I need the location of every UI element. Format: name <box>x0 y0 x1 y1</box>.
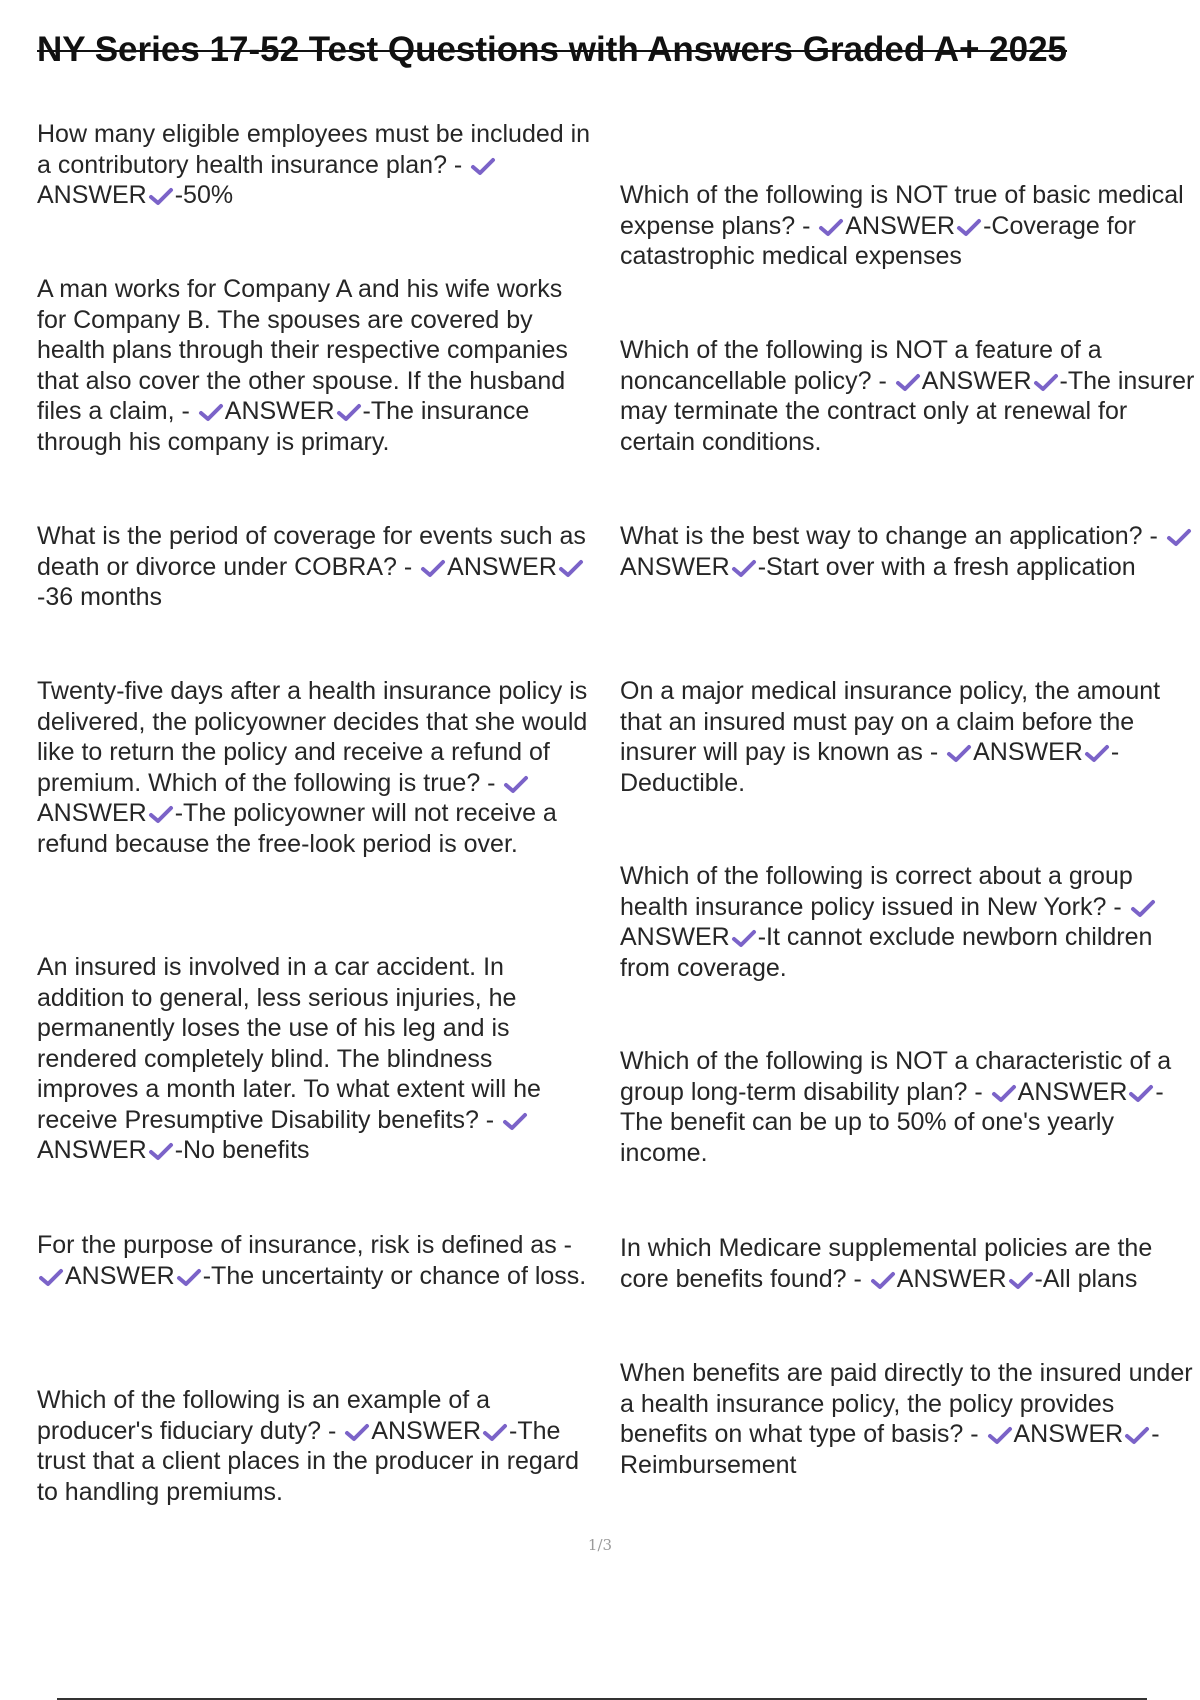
check-icon <box>1033 372 1059 392</box>
answer-label: ANSWER <box>973 738 1083 766</box>
answer-text: -The uncertainty or chance of loss. <box>202 1261 587 1290</box>
check-icon <box>870 1270 896 1290</box>
qa-item <box>37 119 597 211</box>
check-icon <box>482 1422 508 1442</box>
check-icon <box>558 558 584 578</box>
qa-item <box>37 521 597 613</box>
check-icon <box>895 372 921 392</box>
question-text: Which of the following is an example of a producer's fiduciary duty? - <box>37 1386 491 1445</box>
answer-text: -50% <box>174 181 234 209</box>
answer-text: -The insurer may terminate the contract only at renewal for certain conditions. <box>620 366 1195 456</box>
answer-label: ANSWER <box>37 799 147 827</box>
answer-text: -Reimbursement <box>620 1420 1160 1479</box>
question-text: What is the best way to change an application? - <box>620 522 1158 550</box>
answer-text: -Coverage for catastrophic medical expenses <box>620 211 1136 270</box>
page-title: NY Series 17-52 Test Questions with Answers Graded A+ 2025 <box>37 30 1068 69</box>
question-text: Which of the following is correct about a group health insurance policy issued in New York? - <box>620 862 1133 921</box>
check-icon <box>148 1141 174 1161</box>
qa-item <box>620 180 1195 272</box>
question-text: Which of the following is NOT a feature of a noncancellable policy? - <box>620 336 1102 395</box>
check-icon <box>420 558 446 578</box>
qa-item <box>620 335 1195 457</box>
answer-text: -The insurance through his company is primary. <box>37 397 530 456</box>
answer-label: ANSWER <box>921 366 1032 395</box>
check-icon <box>38 1267 64 1287</box>
answer-label: ANSWER <box>37 181 147 209</box>
page-number: 1/3 <box>587 1536 613 1554</box>
check-icon <box>470 156 496 176</box>
answer-text: -Deductible. <box>620 738 1120 797</box>
answer-text: -Start over with a fresh application <box>757 552 1136 581</box>
answer-label: ANSWER <box>896 1264 1007 1293</box>
qa-item <box>620 676 1195 798</box>
qa-item <box>37 1385 597 1507</box>
qa-item <box>37 274 597 457</box>
question-text: On a major medical insurance policy, the amount that an insured must pay on a claim before the insurer will pay is known as - <box>620 677 1161 766</box>
check-icon <box>731 558 757 578</box>
question-text: What is the period of coverage for events such as death or divorce under COBRA? - <box>37 522 586 581</box>
answer-label: ANSWER <box>224 397 335 425</box>
question-text: For the purpose of insurance, risk is defined as - <box>37 1231 572 1259</box>
check-icon <box>818 217 844 237</box>
answer-text: -36 months <box>37 583 163 611</box>
check-icon <box>1124 1425 1150 1445</box>
check-icon <box>148 186 174 206</box>
qa-item <box>620 861 1195 983</box>
answer-label: ANSWER <box>37 1136 147 1164</box>
check-icon <box>956 217 982 237</box>
qa-item <box>37 676 597 859</box>
check-icon <box>344 1422 370 1442</box>
answer-label: ANSWER <box>620 923 730 951</box>
check-icon <box>1128 1083 1154 1103</box>
check-icon <box>987 1425 1013 1445</box>
answer-text: -No benefits <box>174 1136 310 1164</box>
check-icon <box>1166 527 1192 547</box>
question-text: An insured is involved in a car accident. In addition to general, less serious injuries, he permanently loses the use of his leg and is rendered completely blind. The blindness improves a month later. To what extent will he receive Presumptive Disability benefits? - <box>37 953 541 1134</box>
answer-label: ANSWER <box>620 552 730 581</box>
answer-text: -The policyowner will not receive a refund because the free-look period is over. <box>37 799 557 858</box>
question-text: How many eligible employees must be included in a contributory health insurance plan? - <box>37 120 591 179</box>
qa-item <box>620 521 1195 582</box>
question-text: Which of the following is NOT a characteristic of a group long-term disability plan? - <box>620 1047 1172 1106</box>
check-icon <box>1084 743 1110 763</box>
answer-label: ANSWER <box>1013 1420 1124 1448</box>
check-icon <box>503 774 529 794</box>
check-icon <box>991 1083 1017 1103</box>
check-icon <box>1008 1270 1034 1290</box>
question-text: Which of the following is NOT true of basic medical expense plans? - <box>620 181 1184 240</box>
check-icon <box>946 743 972 763</box>
answer-label: ANSWER <box>371 1416 482 1445</box>
answer-label: ANSWER <box>1017 1077 1128 1106</box>
qa-item <box>620 1233 1195 1294</box>
check-icon <box>731 928 757 948</box>
qa-item <box>37 1230 597 1291</box>
question-text: Twenty-five days after a health insurance policy is delivered, the policyowner decides that she would like to return the policy and receive a refund of premium. Which of the following is true? - <box>37 677 588 797</box>
question-text: When benefits are paid directly to the insured under a health insurance policy, the policy provides benefits on what type of basis? - <box>620 1359 1193 1448</box>
answer-text: -All plans <box>1034 1264 1138 1293</box>
check-icon <box>148 804 174 824</box>
answer-text: -The benefit can be up to 50% of one's yearly income. <box>620 1077 1164 1167</box>
check-icon <box>1130 898 1156 918</box>
check-icon <box>198 402 224 422</box>
qa-item <box>620 1358 1195 1480</box>
qa-item <box>37 952 597 1166</box>
check-icon <box>336 402 362 422</box>
check-icon <box>176 1267 202 1287</box>
answer-label: ANSWER <box>65 1261 175 1290</box>
answer-text: -The trust that a client places in the producer in regard to handling premiums. <box>37 1416 579 1506</box>
question-text: A man works for Company A and his wife works for Company B. The spouses are covered by health plans through their respective companies that also cover the other spouse. If the husband files a claim, - <box>37 275 568 425</box>
answer-label: ANSWER <box>845 211 956 240</box>
question-text: In which Medicare supplemental policies are the core benefits found? - <box>620 1234 1153 1293</box>
qa-item <box>620 1046 1195 1168</box>
answer-label: ANSWER <box>447 552 557 581</box>
answer-text: -It cannot exclude newborn children from coverage. <box>620 923 1153 982</box>
check-icon <box>502 1111 528 1131</box>
